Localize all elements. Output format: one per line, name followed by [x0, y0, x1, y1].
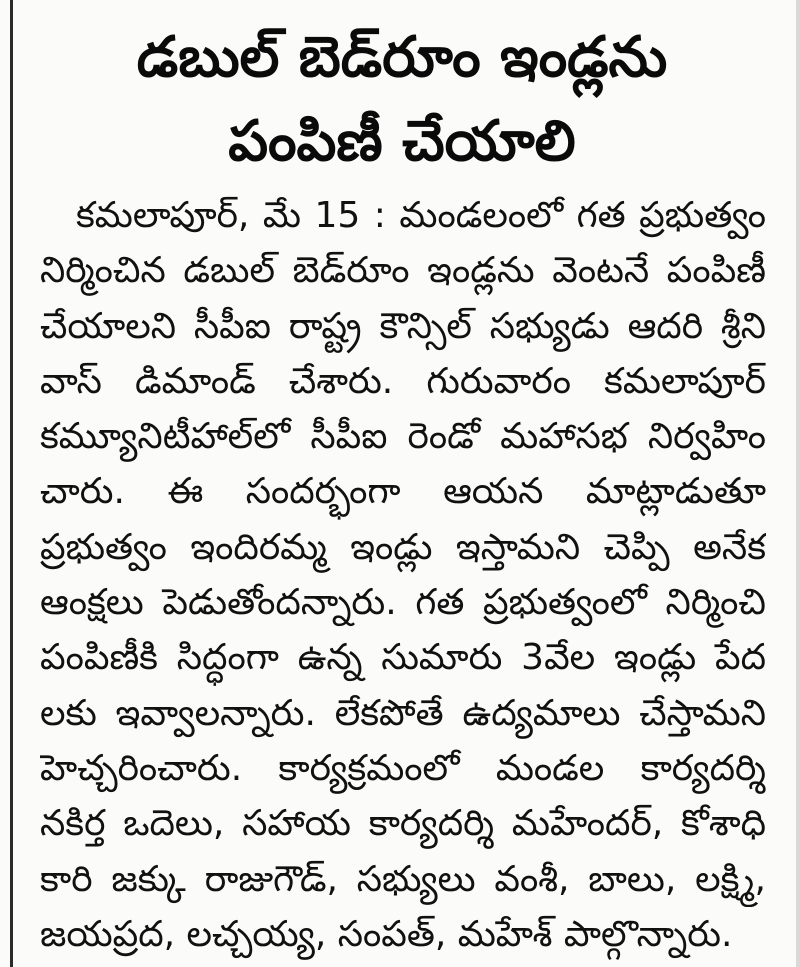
body-line: చారు. ఈ సందర్భంగా ఆయన మాట్లాడుతూ: [40, 471, 766, 513]
body-line: నిర్మించిన డబుల్ బెడ్‌రూం ఇండ్లను వెంటనే పంపిణీ: [40, 250, 766, 292]
body-line: కమలాపూర్, మే 15 : మండలంలో గత ప్రభుత్వం: [76, 195, 766, 236]
body-line: చేయాలని సీపీఐ రాష్ట్ర కౌన్సిల్ సభ్యుడు ఆదరి శ్రీని: [40, 305, 766, 347]
article-body: [40, 188, 766, 962]
headline-line-1: డబుల్ బెడ్‌రూం ఇండ్లను: [136, 25, 668, 90]
body-line: లకు ఇవ్వాలన్నారు. లేకపోతే ఉద్యమాలు చేస్తామని: [40, 692, 766, 734]
body-line: ప్రభుత్వం ఇందిరమ్మ ఇండ్లు ఇస్తామని చెప్పి అనేక: [40, 526, 766, 568]
body-line: కారి జక్కు రాజుగౌడ్, సభ్యులు వంశీ, బాలు, లక్ష్మి,: [40, 858, 766, 900]
column-rule: [10, 0, 13, 967]
body-line: పంపిణీకి సిద్ధంగా ఉన్న సుమారు 3వేల ఇండ్లు పేద: [40, 637, 766, 679]
body-line: కమ్యూనిటీహాల్‌లో సీపీఐ రెండో మహాసభ నిర్వహిం: [40, 416, 766, 458]
body-line: నకిర్త ఒదెలు, సహాయ కార్యదర్శి మహేందర్, కోశాధి: [40, 803, 766, 845]
body-line: హెచ్చరించారు. కార్యక్రమంలో మండల కార్యదర్శి: [40, 747, 766, 789]
body-line: వాస్ డిమాండ్ చేశారు. గురువారం కమలాపూర్: [40, 360, 766, 402]
headline-line-2: పంపిణీ చేయాలి: [228, 109, 576, 174]
page-edge: [796, 0, 800, 967]
body-line: ఆంక్షలు పెడుతోందన్నారు. గత ప్రభుత్వంలో నిర్మించి: [40, 582, 766, 624]
body-line: జయప్రద, లచ్చయ్య, సంపత్, మహేశ్ పాల్గొన్నారు.: [40, 913, 733, 955]
